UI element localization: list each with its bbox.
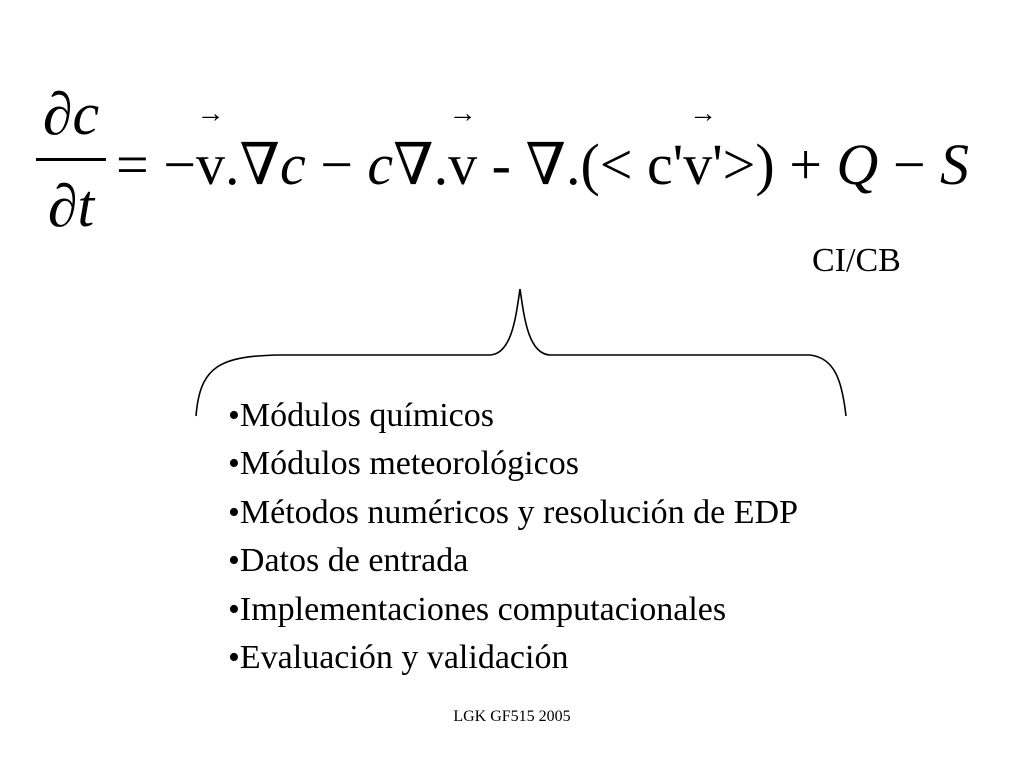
fraction-numerator: ∂c bbox=[42, 81, 100, 147]
sink-term: S bbox=[940, 132, 970, 197]
slide-footer: LGK GF515 2005 bbox=[453, 708, 571, 725]
angle-bracket-close: >) bbox=[722, 132, 775, 197]
list-item: •Módulos químicos bbox=[228, 397, 494, 434]
concentration-symbol: c bbox=[367, 132, 394, 197]
vector-arrow-icon: → bbox=[448, 98, 477, 129]
vector-arrow-icon: → bbox=[688, 98, 717, 129]
list-item: •Implementaciones computacionales bbox=[228, 590, 727, 628]
dot-operator: . bbox=[224, 132, 240, 197]
velocity-vector bbox=[448, 98, 478, 210]
vector-symbol: v' bbox=[683, 132, 723, 197]
partial-derivative-fraction bbox=[32, 80, 110, 240]
velocity-vector bbox=[195, 98, 225, 210]
vector-symbol: v bbox=[195, 132, 225, 197]
minus-sign: − bbox=[320, 132, 353, 197]
plus-sign: + bbox=[789, 132, 822, 197]
fraction-bar bbox=[36, 158, 106, 161]
list-item: •Datos de entrada bbox=[228, 542, 469, 580]
nabla-operator: ∇ bbox=[239, 132, 280, 197]
list-item: •Evaluación y validación bbox=[228, 639, 569, 677]
minus-sign: − bbox=[892, 132, 926, 197]
equation-right-hand-side bbox=[116, 98, 970, 210]
divergence-open: ∇.( bbox=[525, 132, 600, 197]
vector-symbol: v bbox=[448, 132, 478, 197]
concentration-fluctuation: c' bbox=[647, 132, 684, 197]
concentration-symbol: c bbox=[279, 132, 306, 197]
velocity-fluctuation-vector bbox=[683, 98, 723, 210]
source-term: Q bbox=[836, 132, 879, 197]
angle-bracket-open: < bbox=[599, 132, 633, 197]
list-item: •Métodos numéricos y resolución de EDP bbox=[228, 493, 798, 531]
transport-equation bbox=[32, 80, 1012, 240]
equals-sign: = bbox=[116, 132, 149, 197]
initial-boundary-conditions-label: CI/CB bbox=[812, 242, 901, 279]
dot-operator: . bbox=[433, 132, 449, 197]
minus-sign: - bbox=[491, 132, 511, 197]
topics-list bbox=[228, 392, 798, 682]
vector-arrow-icon: → bbox=[196, 98, 225, 129]
fraction-denominator: ∂t bbox=[47, 173, 95, 239]
nabla-operator: ∇ bbox=[393, 132, 434, 197]
minus-sign: − bbox=[163, 132, 196, 197]
list-item: •Módulos meteorológicos bbox=[228, 445, 579, 483]
